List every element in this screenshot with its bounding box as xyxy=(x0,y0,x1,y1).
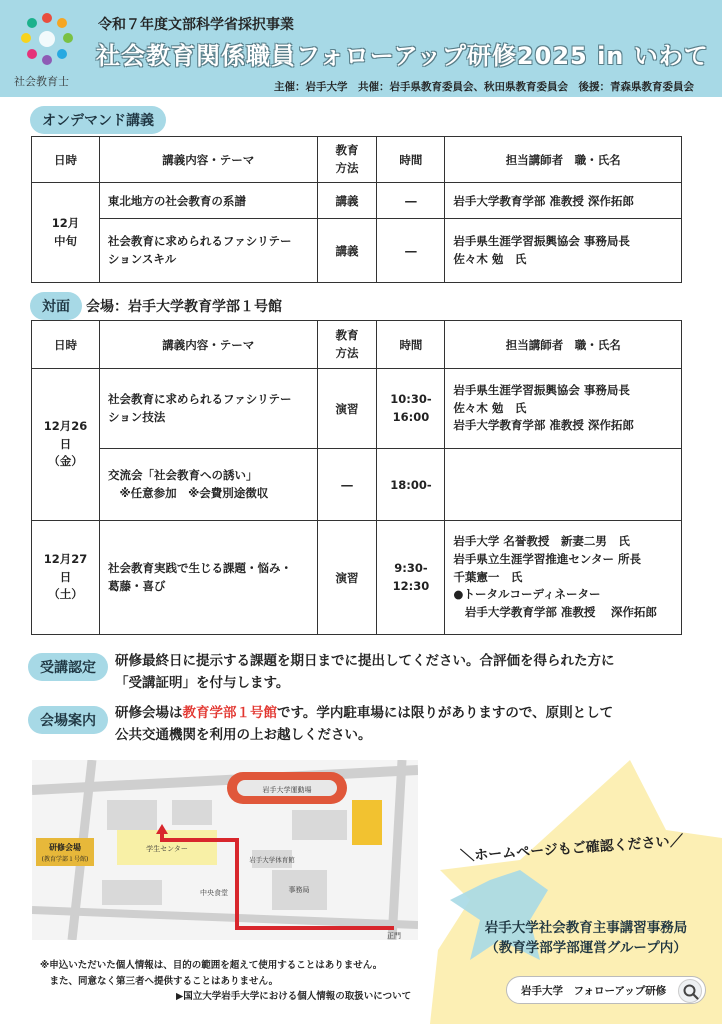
date-cell: 12月26日 （金） xyxy=(32,369,100,521)
header-date: 日時 xyxy=(32,137,100,183)
header-lecturer: 担当講師者 職・氏名 xyxy=(445,137,682,183)
page-title: 社会教育関係職員フォローアップ研修2025 in いわて xyxy=(96,42,709,70)
search-icon xyxy=(679,980,703,1004)
map-label-gym: 岩手大学体育館 xyxy=(249,856,295,864)
header-topic: 講義内容・テーマ xyxy=(99,321,317,369)
date-cell: 12月 中旬 xyxy=(32,183,100,283)
ondemand-label: オンデマンド講義 xyxy=(30,106,166,134)
header-time: 時間 xyxy=(377,321,445,369)
topic-cell: 東北地方の社会教育の系譜 xyxy=(99,183,317,219)
search-text: 岩手大学 フォローアップ研修 xyxy=(521,985,667,997)
venue-guide-highlight: 教育学部１号館 xyxy=(182,705,277,721)
map-label-gate: 正門 xyxy=(387,932,401,940)
venue-guide-text xyxy=(115,703,613,746)
office-dept: （教育学部学部運営グループ内） xyxy=(485,940,687,957)
header-topic: 講義内容・テーマ xyxy=(99,137,317,183)
venue-guide-line-2: 公共交通機関を利用の上お越しください。 xyxy=(115,726,372,743)
header-date: 日時 xyxy=(32,321,100,369)
search-button[interactable] xyxy=(678,979,702,1003)
topic-cell: 交流会「社会教育への誘い」 ※任意参加 ※会費別途徴収 xyxy=(99,449,317,521)
map-label-venue: 研修会場 xyxy=(49,843,81,852)
certification-label: 受講認定 xyxy=(28,653,108,681)
table-row xyxy=(32,183,682,219)
ondemand-table xyxy=(31,136,682,283)
header-lecturer: 担当講師者 職・氏名 xyxy=(445,321,682,369)
inperson-label: 対面 xyxy=(30,292,82,320)
map-label-admin: 事務局 xyxy=(288,886,310,894)
table-row xyxy=(32,369,682,449)
inperson-table xyxy=(31,320,682,635)
method-cell: 演習 xyxy=(317,521,377,635)
certification-line-1: 研修最終日に提示する課題を期日までに提出してください。合評価を得られた方に xyxy=(115,653,615,669)
time-cell: 18:00- xyxy=(377,449,445,521)
map-label-venue-sub: (教育学部１号館) xyxy=(41,856,89,863)
venue-label: 会場：岩手大学教育学部１号館 xyxy=(86,299,282,315)
table-header-row xyxy=(32,137,682,183)
map-label-center: 学生センター xyxy=(146,845,188,853)
header-time: 時間 xyxy=(377,137,445,183)
topic-cell: 社会教育に求められるファシリテー ション技法 xyxy=(99,369,317,449)
lecturer-cell: 岩手大学 名誉教授 新妻二男 氏 岩手県立生涯学習推進センター 所長 千葉憲一 氏 ●トータルコーディネーター 岩手大学教育学部 准教授 深作拓郎 xyxy=(445,521,682,635)
lecturer-cell xyxy=(445,449,682,521)
privacy-note-1: ※申込いただいた個人情報は、目的の範囲を超えて使用することはありません。 xyxy=(40,960,383,971)
topic-cell: 社会教育に求められるファシリテー ションスキル xyxy=(99,219,317,283)
table-row xyxy=(32,219,682,283)
time-cell: ― xyxy=(377,183,445,219)
organizers: 主催：岩手大学 共催：岩手県教育委員会、秋田県教育委員会 後援：青森県教育委員会 xyxy=(274,81,694,93)
header-subtitle: 令和７年度文部科学省採択事業 xyxy=(98,17,294,33)
topic-cell: 社会教育実践で生じる課題・悩み・ 葛藤・喜び xyxy=(99,521,317,635)
certification-text xyxy=(115,651,615,694)
table-header-row xyxy=(32,321,682,369)
table-row xyxy=(32,521,682,635)
certification-line-2: 「受講証明」を付与します。 xyxy=(115,674,290,691)
privacy-policy-link[interactable]: ▶国立大学岩手大学における個人情報の取扱いについて xyxy=(176,991,412,1003)
header xyxy=(0,0,722,97)
lecturer-cell: 岩手大学教育学部 准教授 深作拓郎 xyxy=(445,183,682,219)
venue-guide-line-1 xyxy=(115,703,613,725)
map-label-cafeteria: 中央食堂 xyxy=(200,889,228,897)
campus-map xyxy=(32,760,418,940)
office-name: 岩手大学社会教育主事講習事務局 xyxy=(484,920,688,936)
homepage-callout: ＼ホームページもご確認ください／ xyxy=(459,833,685,865)
table-row xyxy=(32,449,682,521)
time-cell: ― xyxy=(377,219,445,283)
privacy-notes xyxy=(40,958,411,1005)
date-cell: 12月27日 （土） xyxy=(32,521,100,635)
lecturer-cell: 岩手県生涯学習振興協会 事務局長 佐々木 勉 氏 岩手大学教育学部 准教授 深作拓郎 xyxy=(445,369,682,449)
privacy-note-2: また、同意なく第三者へ提供することはありません。 xyxy=(40,975,279,987)
method-cell: 講義 xyxy=(317,219,377,283)
office-info xyxy=(456,918,716,959)
logo-icon xyxy=(16,8,78,70)
venue-guide-post: です。学内駐車場には限りがありますので、原則として xyxy=(277,705,614,721)
lecturer-cell: 岩手県生涯学習振興協会 事務局長 佐々木 勉 氏 xyxy=(445,219,682,283)
time-cell: 10:30- 16:00 xyxy=(377,369,445,449)
method-cell: ― xyxy=(317,449,377,521)
venue-guide-label: 会場案内 xyxy=(28,706,108,734)
method-cell: 講義 xyxy=(317,183,377,219)
time-cell: 9:30- 12:30 xyxy=(377,521,445,635)
search-box[interactable] xyxy=(506,976,706,1004)
logo-caption: 社会教育士 xyxy=(14,75,69,88)
method-cell: 演習 xyxy=(317,369,377,449)
venue-guide-pre: 研修会場は xyxy=(115,705,183,721)
header-method: 教育 方法 xyxy=(317,321,377,369)
header-method: 教育 方法 xyxy=(317,137,377,183)
map-label-field: 岩手大学運動場 xyxy=(262,786,312,794)
